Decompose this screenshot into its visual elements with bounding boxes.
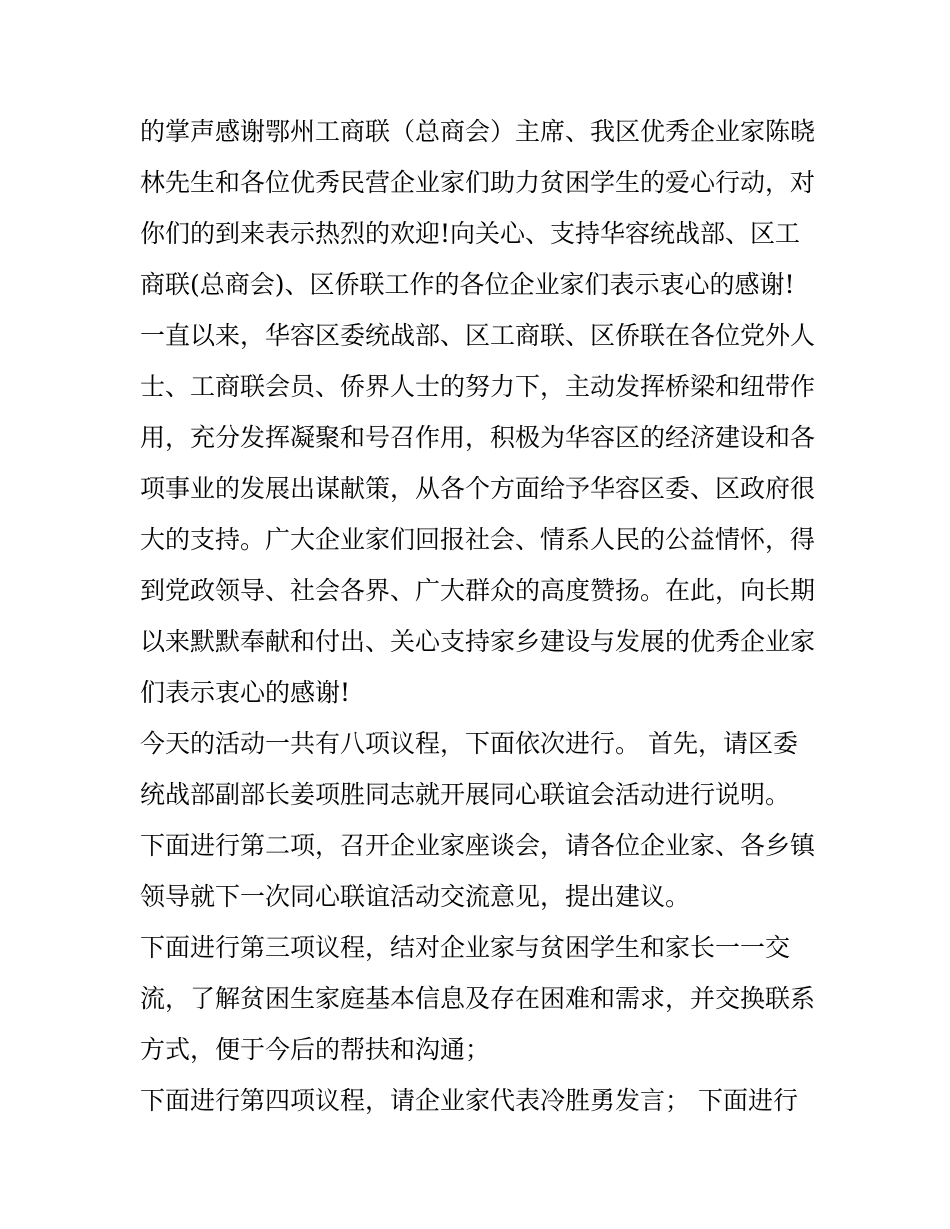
text-line: 士、工商联会员、侨界人士的努力下，主动发挥桥梁和纽带作	[140, 372, 816, 401]
text-line: 下面进行第三项议程，结对企业家与贫困学生和家长一一交	[140, 933, 791, 962]
text-line: 林先生和各位优秀民营企业家们助力贫困学生的爱心行动，对	[140, 168, 816, 197]
text-line: 项事业的发展出谋献策，从各个方面给予华容区委、区政府很	[140, 474, 816, 503]
text-line: 下面进行第四项议程，请企业家代表冷胜勇发言； 下面进行	[140, 1086, 798, 1115]
text-line: 统战部副部长姜项胜同志就开展同心联谊会活动进行说明。	[140, 780, 791, 809]
text-line: 们表示衷心的感谢!	[140, 678, 351, 707]
text-line: 今天的活动一共有八项议程，下面依次进行。 首先，请区委	[140, 729, 798, 758]
text-line: 以来默默奉献和付出、关心支持家乡建设与发展的优秀企业家	[140, 627, 816, 656]
text-line: 下面进行第二项，召开企业家座谈会，请各位企业家、各乡镇	[140, 831, 816, 860]
text-line: 你们的到来表示热烈的欢迎!向关心、支持华容统战部、区工	[140, 219, 801, 248]
text-line: 一直以来，华容区委统战部、区工商联、区侨联在各位党外人	[140, 321, 816, 350]
text-line: 方式，便于今后的帮扶和沟通；	[140, 1035, 491, 1064]
text-line: 到党政领导、社会各界、广大群众的高度赞扬。在此，向长期	[140, 576, 816, 605]
text-line: 大的支持。广大企业家们回报社会、情系人民的公益情怀，得	[140, 525, 816, 554]
text-line: 用，充分发挥凝聚和号召作用，积极为华容区的经济建设和各	[140, 423, 816, 452]
text-line: 流，了解贫困生家庭基本信息及存在困难和需求，并交换联系	[140, 984, 816, 1013]
text-line: 商联(总商会)、区侨联工作的各位企业家们表示衷心的感谢!	[140, 270, 795, 299]
text-line: 领导就下一次同心联谊活动交流意见，提出建议。	[140, 882, 691, 911]
text-line: 的掌声感谢鄂州工商联（总商会）主席、我区优秀企业家陈晓	[140, 117, 816, 146]
document-body	[140, 106, 820, 1126]
